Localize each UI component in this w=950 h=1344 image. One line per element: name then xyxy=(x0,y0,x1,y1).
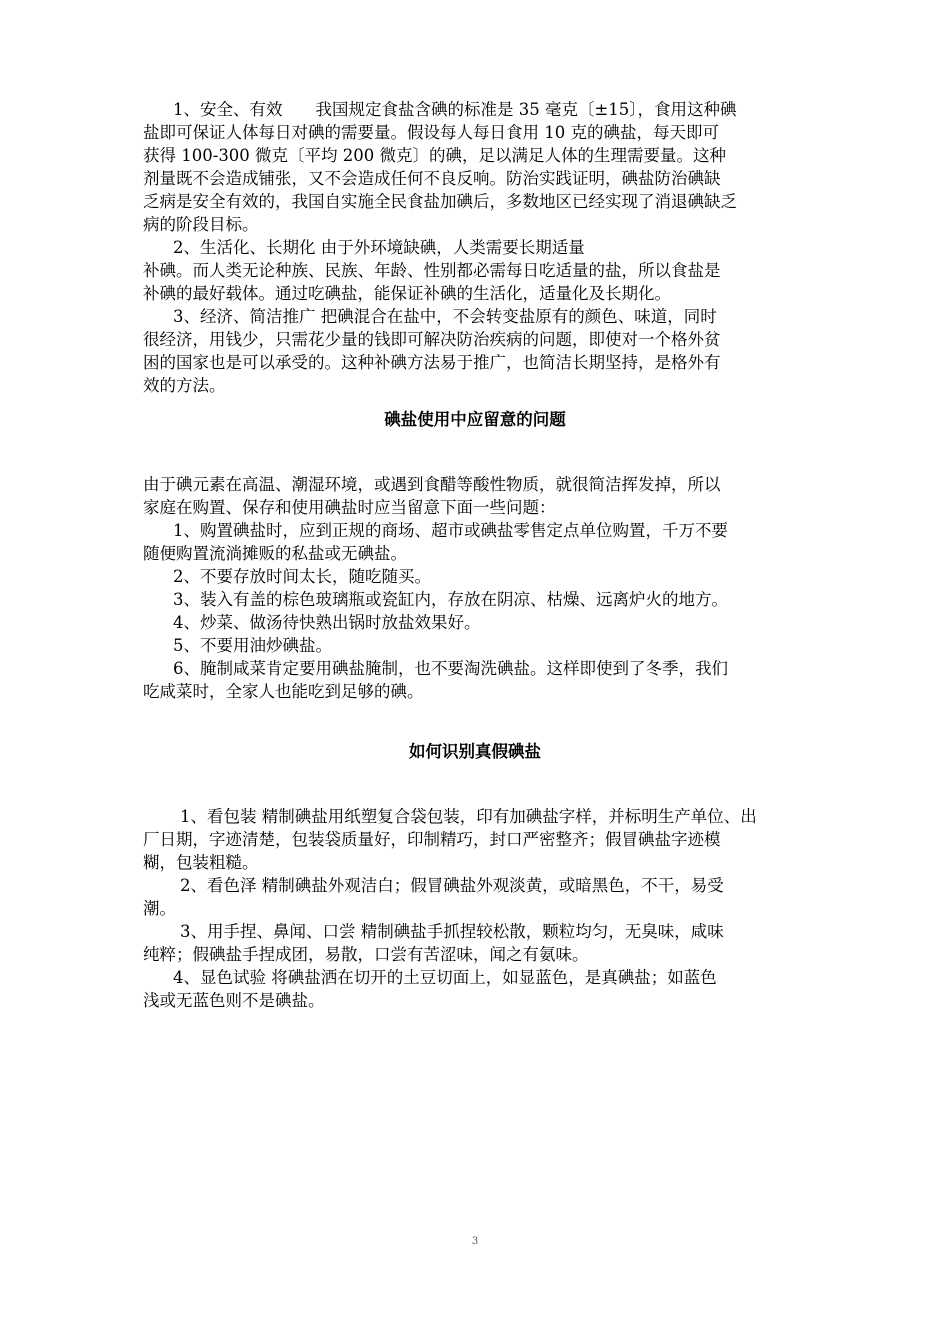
paragraph-line: 纯粹；假碘盐手捏成团，易散，口尝有苦涩味，闻之有氨味。 xyxy=(143,945,589,964)
paragraph-line: 3、经济、简洁推广 把碘混合在盐中，不会转变盐原有的颜色、味道，同时 xyxy=(173,307,717,326)
paragraph-line: 浅或无蓝色则不是碘盐。 xyxy=(143,991,325,1010)
paragraph-line: 6、腌制咸菜肯定要用碘盐腌制，也不要淘洗碘盐。这样即使到了冬季，我们 xyxy=(173,659,728,678)
paragraph-line: 补碘的最好载体。通过吃碘盐，能保证补碘的生活化，适量化及长期化。 xyxy=(143,284,671,303)
paragraph-line: 获得 100-300 微克〔平均 200 微克〕的碘，足以满足人体的生理需要量。这种 xyxy=(143,146,727,165)
paragraph-line: 5、不要用油炒碘盐。 xyxy=(173,636,332,655)
page-number: 3 xyxy=(471,1236,479,1247)
paragraph-line: 随便购置流淌摊贩的私盐或无碘盐。 xyxy=(143,544,407,563)
paragraph-line: 2、生活化、长期化 由于外环境缺碘，人类需要长期适量 xyxy=(173,238,585,257)
paragraph-line: 4、炒菜、做汤待快熟出锅时放盐效果好。 xyxy=(173,613,481,632)
paragraph-line: 3、装入有盖的棕色玻璃瓶或瓷缸内，存放在阴凉、枯燥、远离炉火的地方。 xyxy=(173,590,728,609)
paragraph-line: 病的阶段目标。 xyxy=(143,215,259,234)
section-heading: 碘盐使用中应留意的问题 xyxy=(384,410,566,429)
paragraph-line: 3、用手捏、鼻闻、口尝 精制碘盐手抓捏较松散，颗粒均匀，无臭味，咸味 xyxy=(180,922,724,941)
paragraph-line: 1、看包装 精制碘盐用纸塑复合袋包装，印有加碘盐字样，并标明生产单位、出 xyxy=(180,807,757,826)
paragraph-line: 厂日期，字迹清楚，包装袋质量好，印制精巧，封口严密整齐；假冒碘盐字迹模 xyxy=(143,830,721,849)
paragraph-line: 乏病是安全有效的，我国自实施全民食盐加碘后，多数地区已经实现了消退碘缺乏 xyxy=(143,192,737,211)
paragraph-line: 很经济，用钱少，只需花少量的钱即可解决防治疾病的问题，即使对一个格外贫 xyxy=(143,330,721,349)
section-heading: 如何识别真假碘盐 xyxy=(409,742,541,761)
paragraph-line: 补碘。而人类无论种族、民族、年龄、性别都必需每日吃适量的盐，所以食盐是 xyxy=(143,261,721,280)
paragraph-line: 潮。 xyxy=(143,899,176,918)
paragraph-line: 1、购置碘盐时，应到正规的商场、超市或碘盐零售定点单位购置，千万不要 xyxy=(173,521,728,540)
paragraph-line: 剂量既不会造成铺张，又不会造成任何不良反响。防治实践证明，碘盐防治碘缺 xyxy=(143,169,721,188)
paragraph-line: 2、看色泽 精制碘盐外观洁白；假冒碘盐外观淡黄，或暗黑色，不干，易受 xyxy=(180,876,724,895)
paragraph-line: 由于碘元素在高温、潮湿环境，或遇到食醋等酸性物质，就很简洁挥发掉，所以 xyxy=(143,475,721,494)
paragraph-line: 效的方法。 xyxy=(143,376,226,395)
paragraph-line: 吃咸菜时，全家人也能吃到足够的碘。 xyxy=(143,682,424,701)
paragraph-line: 家庭在购置、保存和使用碘盐时应当留意下面一些问题： xyxy=(143,498,556,517)
paragraph-line: 糊，包装粗糙。 xyxy=(143,853,259,872)
paragraph-line: 4、显色试验 将碘盐洒在切开的土豆切面上，如显蓝色，是真碘盐；如蓝色 xyxy=(173,968,717,987)
paragraph-line: 盐即可保证人体每日对碘的需要量。假设每人每日食用 10 克的碘盐，每天即可 xyxy=(143,123,719,142)
paragraph-line: 1、安全、有效 我国规定食盐含碘的标准是 35 毫克〔±15〕，食用这种碘 xyxy=(173,100,737,119)
paragraph-line: 2、不要存放时间太长，随吃随买。 xyxy=(173,567,431,586)
paragraph-line: 困的国家也是可以承受的。这种补碘方法易于推广，也简洁长期坚持，是格外有 xyxy=(143,353,721,372)
